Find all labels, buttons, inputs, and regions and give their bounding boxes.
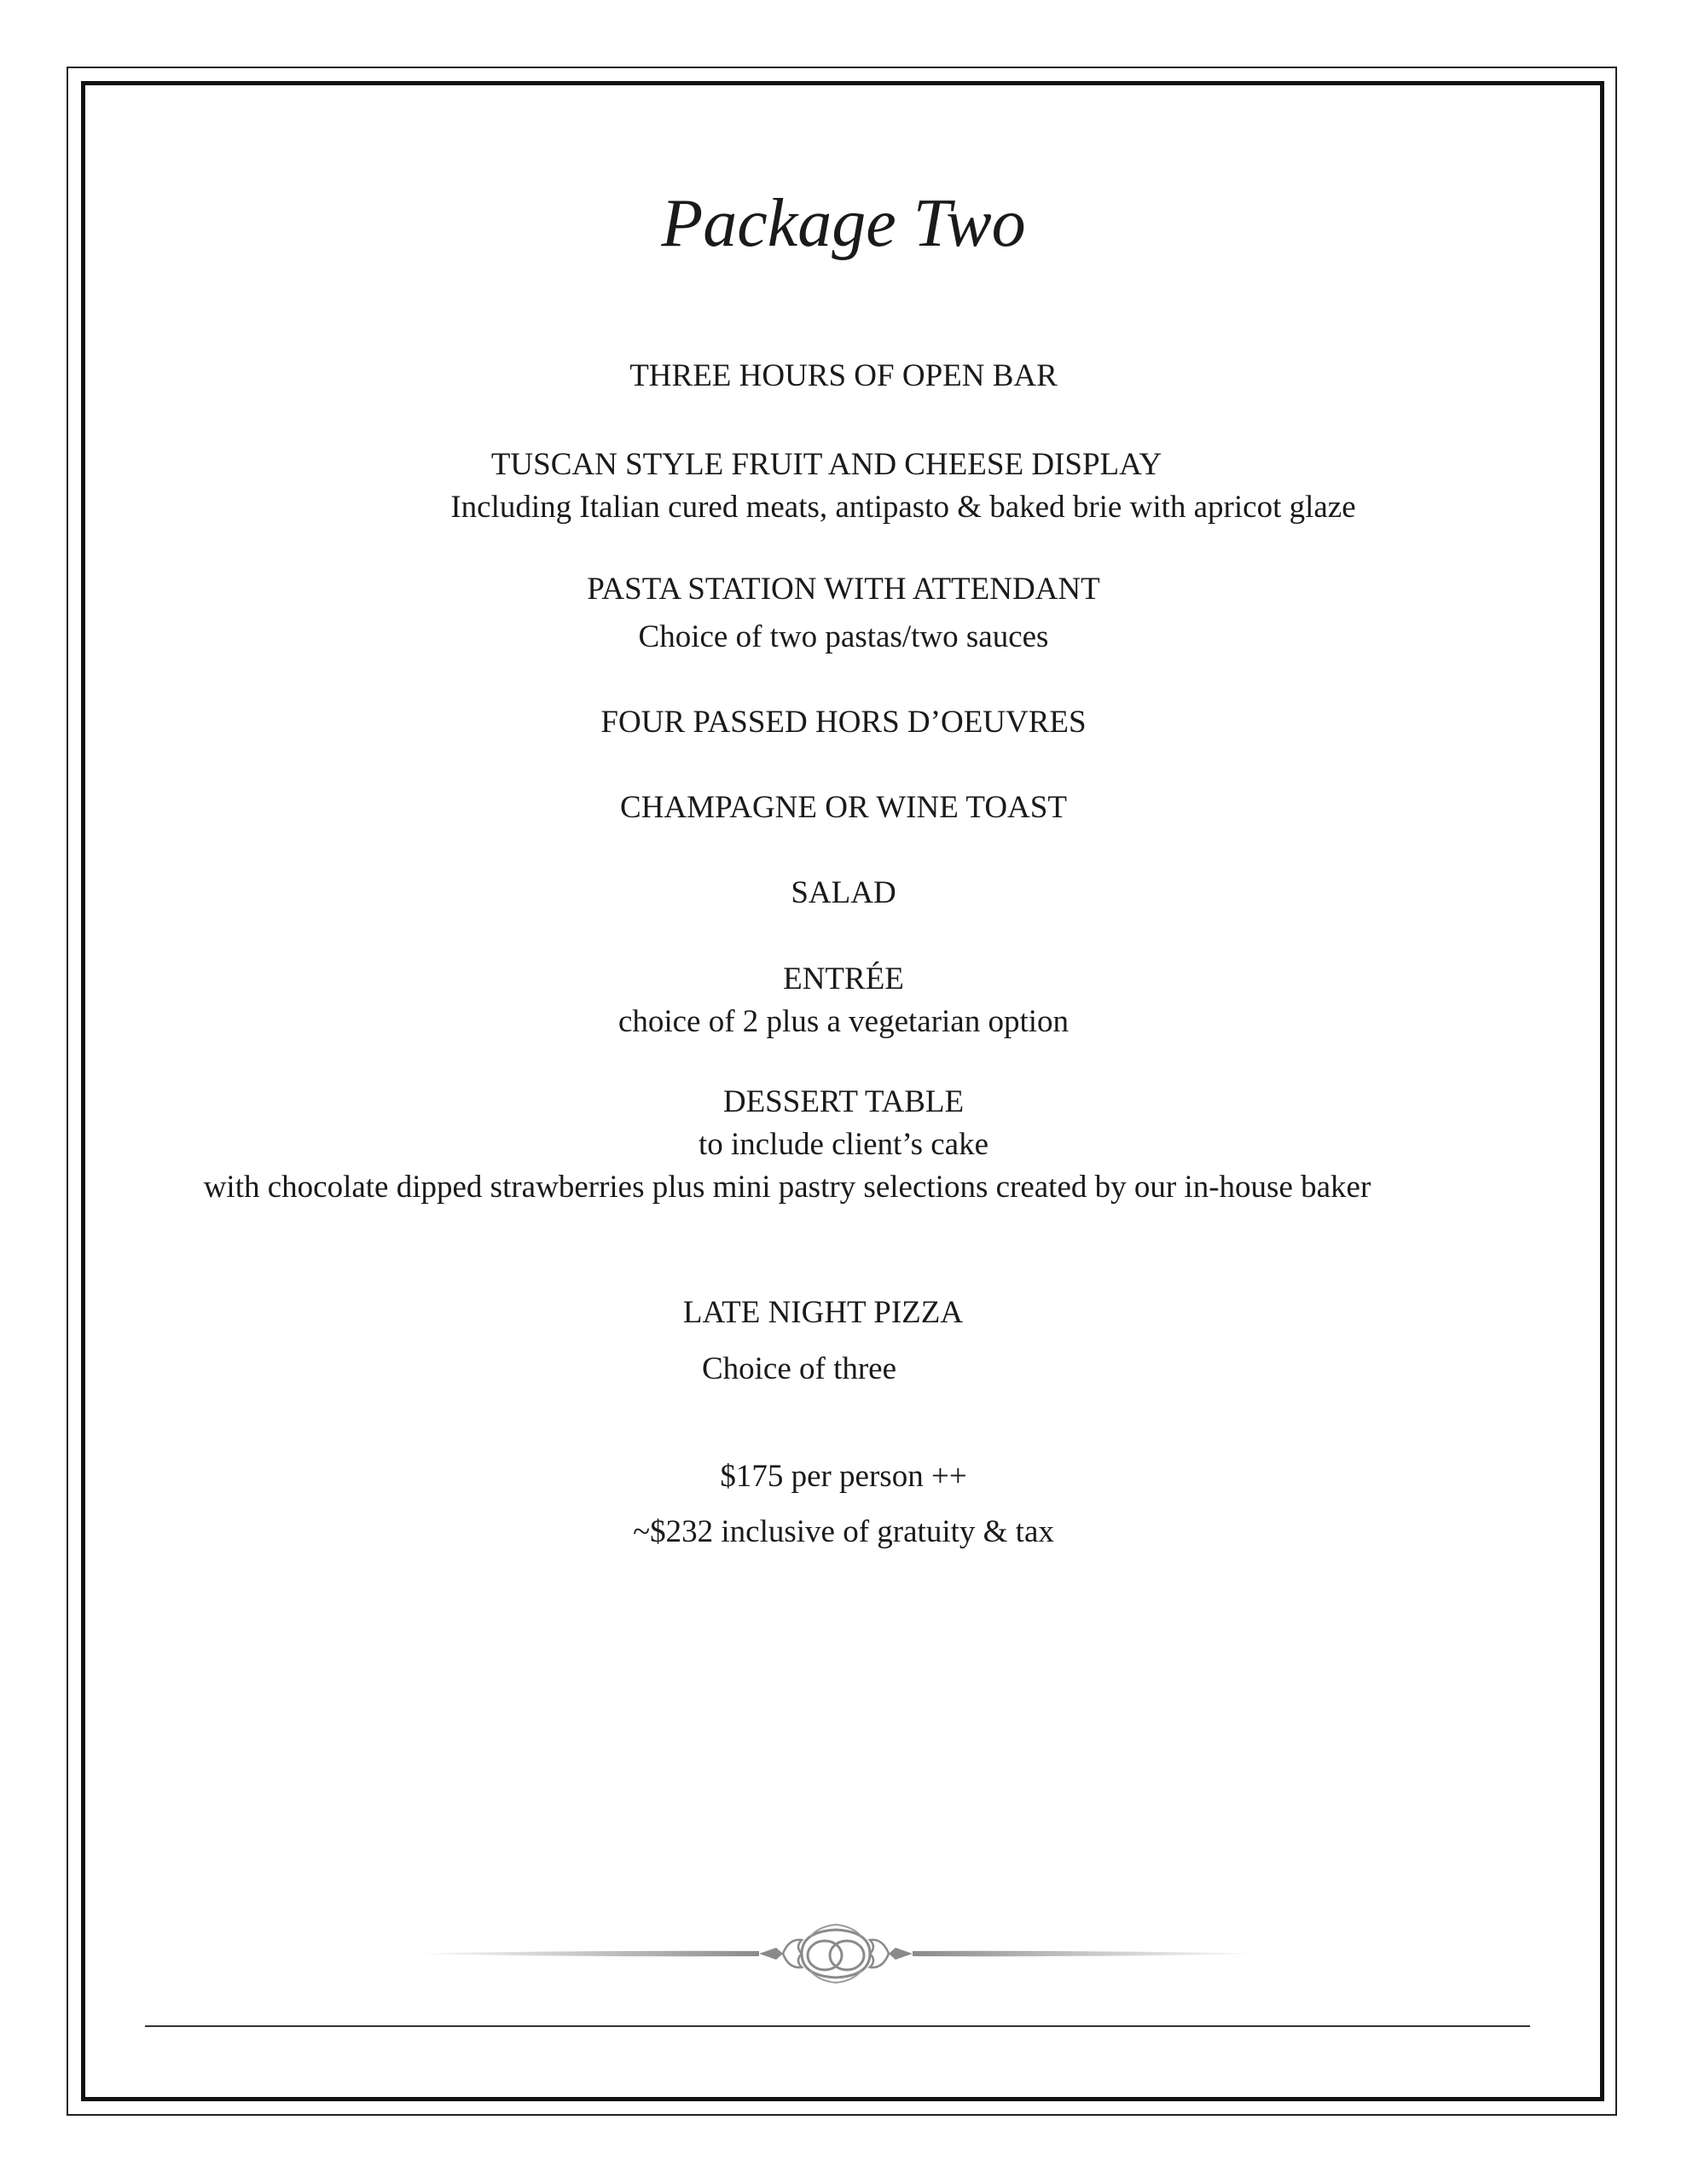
entree-heading: ENTRÉE <box>783 961 904 996</box>
pasta-station-heading: PASTA STATION WITH ATTENDANT <box>587 572 1100 607</box>
price-inclusive: ~$232 inclusive of gratuity & tax <box>633 1514 1054 1549</box>
price-per-person: $175 per person ++ <box>720 1459 967 1494</box>
dessert-table-heading: DESSERT TABLE <box>722 1084 965 1119</box>
entree-description: choice of 2 plus a vegetarian option <box>617 1004 1070 1039</box>
pasta-station-description: Choice of two pastas/two sauces <box>638 619 1049 654</box>
dessert-table-details: with chocolate dipped strawberries plus mini pastry selections created by our in-house baker <box>203 1170 1371 1205</box>
flourish-ornament-icon <box>401 1920 1271 1988</box>
footer-divider <box>145 2025 1530 2027</box>
page-title: Package Two <box>661 186 1026 261</box>
open-bar-heading: THREE HOURS OF OPEN BAR <box>629 358 1058 393</box>
dessert-table-description: to include client’s cake <box>698 1127 989 1162</box>
salad-heading: SALAD <box>791 875 896 910</box>
toast-heading: CHAMPAGNE OR WINE TOAST <box>620 790 1067 825</box>
hors-doeuvres-heading: FOUR PASSED HORS D’OEUVRES <box>600 705 1087 740</box>
tuscan-display-heading: TUSCAN STYLE FRUIT AND CHEESE DISPLAY <box>490 447 1162 482</box>
late-night-pizza-description: Choice of three <box>701 1351 897 1386</box>
tuscan-display-description: Including Italian cured meats, antipasto & baked brie with apricot glaze <box>450 490 1356 525</box>
late-night-pizza-heading: LATE NIGHT PIZZA <box>682 1295 964 1330</box>
